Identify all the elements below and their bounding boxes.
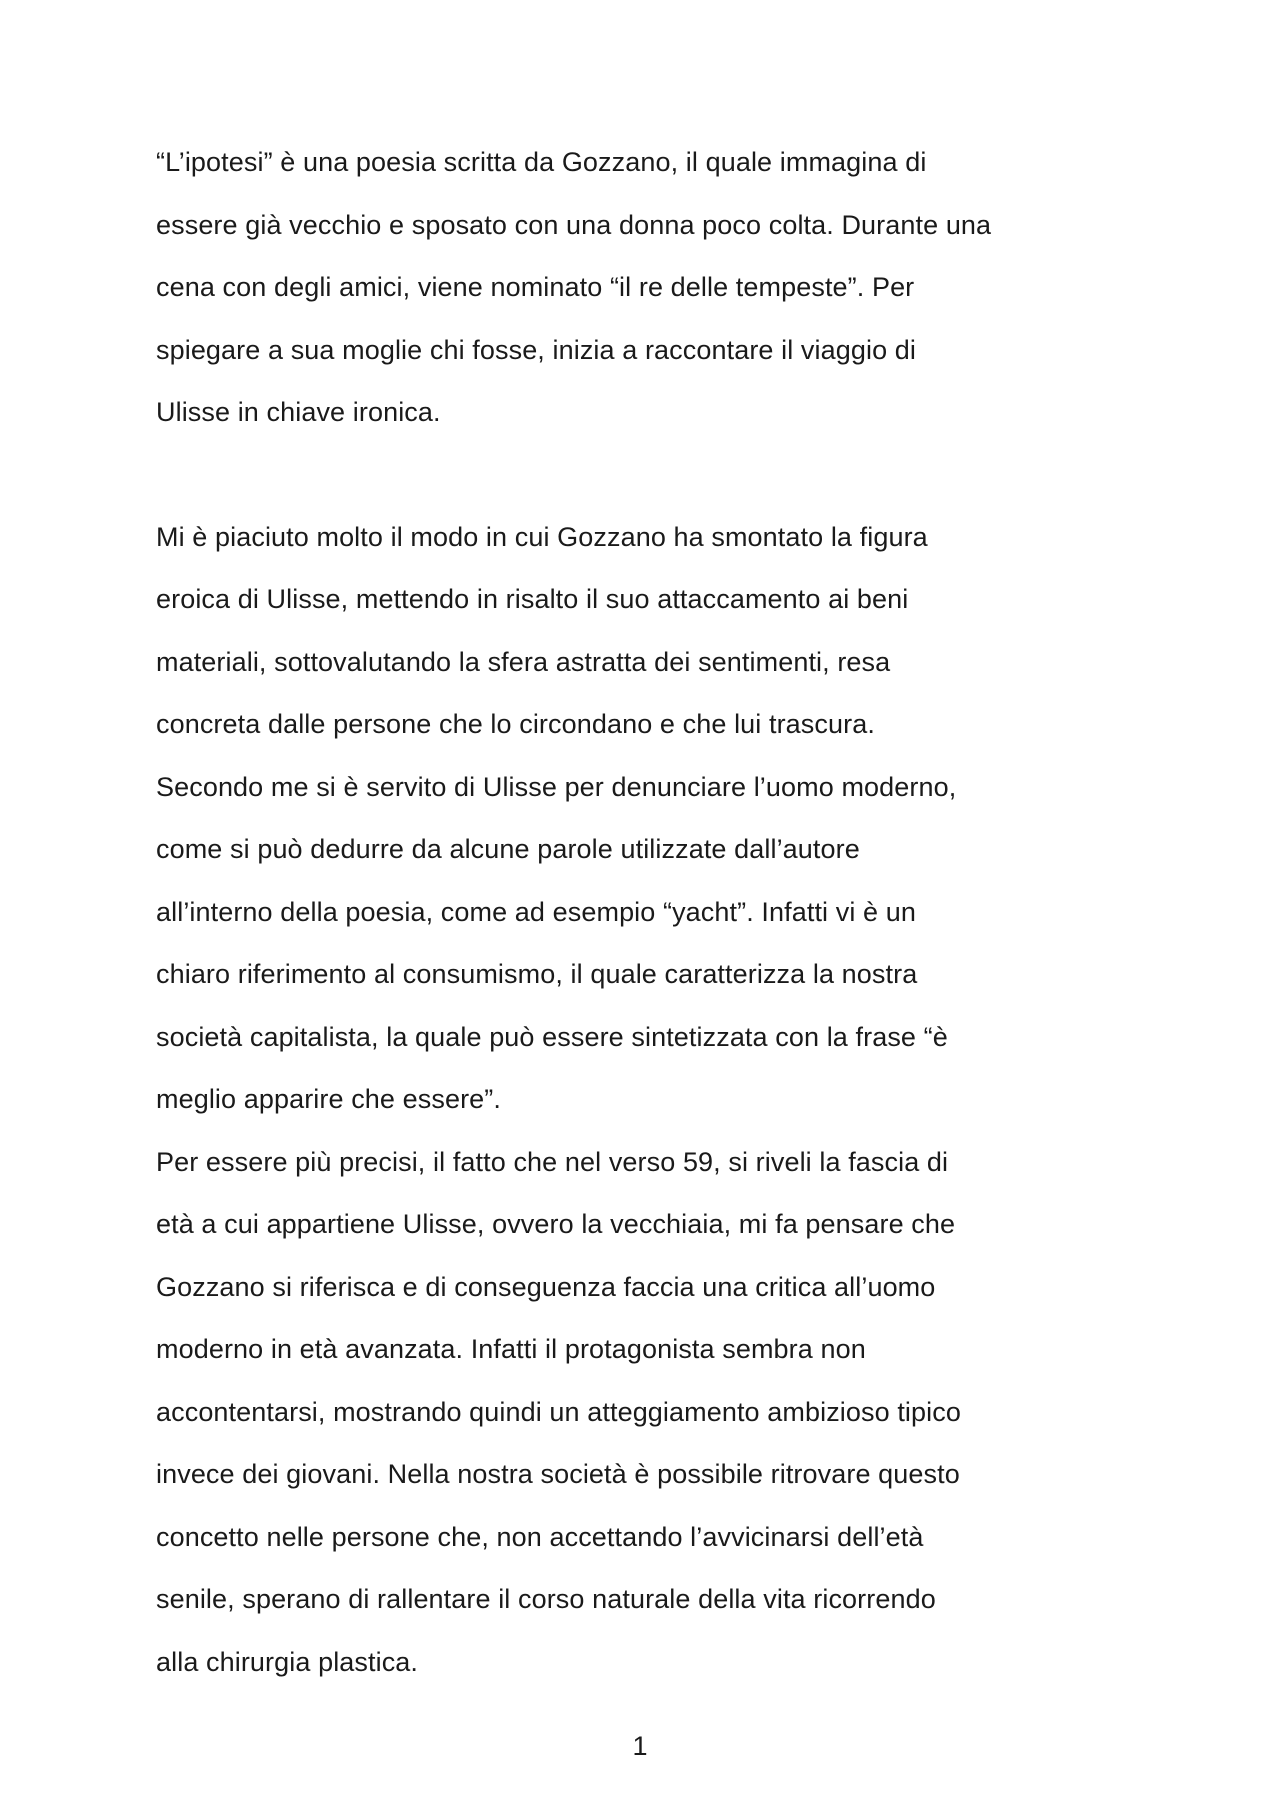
text-line: materiali, sottovalutando la sfera astratta dei sentimenti, resa — [156, 646, 891, 677]
text-line: alla chirurgia plastica. — [156, 1646, 419, 1677]
text-line: essere già vecchio e sposato con una donna poco colta. Durante una — [156, 209, 992, 240]
text-line: eroica di Ulisse, mettendo in risalto il suo attaccamento ai beni — [156, 584, 909, 614]
text-line: età a cui appartiene Ulisse, ovvero la vecchiaia, mi fa pensare che — [156, 1209, 956, 1239]
text-line: Gozzano si riferisca e di conseguenza faccia una critica all’uomo — [156, 1271, 936, 1302]
paragraph-3 — [156, 1138, 1156, 1701]
text-line: accontentarsi, mostrando quindi un atteggiamento ambizioso tipico — [156, 1396, 961, 1427]
text-line: Ulisse in chiave ironica. — [156, 397, 441, 427]
page-number: 1 — [632, 1731, 648, 1761]
text-line: Per essere più precisi, il fatto che nel verso 59, si riveli la fascia di — [156, 1146, 949, 1177]
text-line: senile, sperano di rallentare il corso naturale della vita ricorrendo — [156, 1584, 936, 1614]
text-line: concreta dalle persone che lo circondano e che lui trascura. — [156, 709, 875, 739]
text-line: meglio apparire che essere”. — [156, 1084, 501, 1114]
text-line: concetto nelle persone che, non accettando l’avvicinarsi dell’età — [156, 1521, 924, 1552]
text-line: spiegare a sua moglie chi fosse, inizia a raccontare il viaggio di — [156, 334, 917, 365]
text-line: Secondo me si è servito di Ulisse per denunciare l’uomo moderno, — [156, 771, 957, 802]
text-line: moderno in età avanzata. Infatti il protagonista sembra non — [156, 1334, 866, 1364]
document-body — [156, 138, 1156, 1700]
text-line: come si può dedurre da alcune parole utilizzate dall’autore — [156, 834, 860, 864]
paragraph-2 — [156, 513, 1156, 1138]
paragraph-spacer — [156, 451, 1156, 513]
text-line: società capitalista, la quale può essere sintetizzata con la frase “è — [156, 1021, 948, 1052]
text-line: chiaro riferimento al consumismo, il quale caratterizza la nostra — [156, 959, 918, 989]
text-line: cena con degli amici, viene nominato “il re delle tempeste”. Per — [156, 272, 915, 302]
text-line: Mi è piaciuto molto il modo in cui Gozzano ha smontato la figura — [156, 521, 928, 552]
text-line: “L’ipotesi” è una poesia scritta da Gozzano, il quale immagina di — [156, 147, 927, 177]
text-line: all’interno della poesia, come ad esempio “yacht”. Infatti vi è un — [156, 896, 917, 927]
paragraph-1 — [156, 138, 1156, 451]
text-line: invece dei giovani. Nella nostra società è possibile ritrovare questo — [156, 1459, 960, 1489]
